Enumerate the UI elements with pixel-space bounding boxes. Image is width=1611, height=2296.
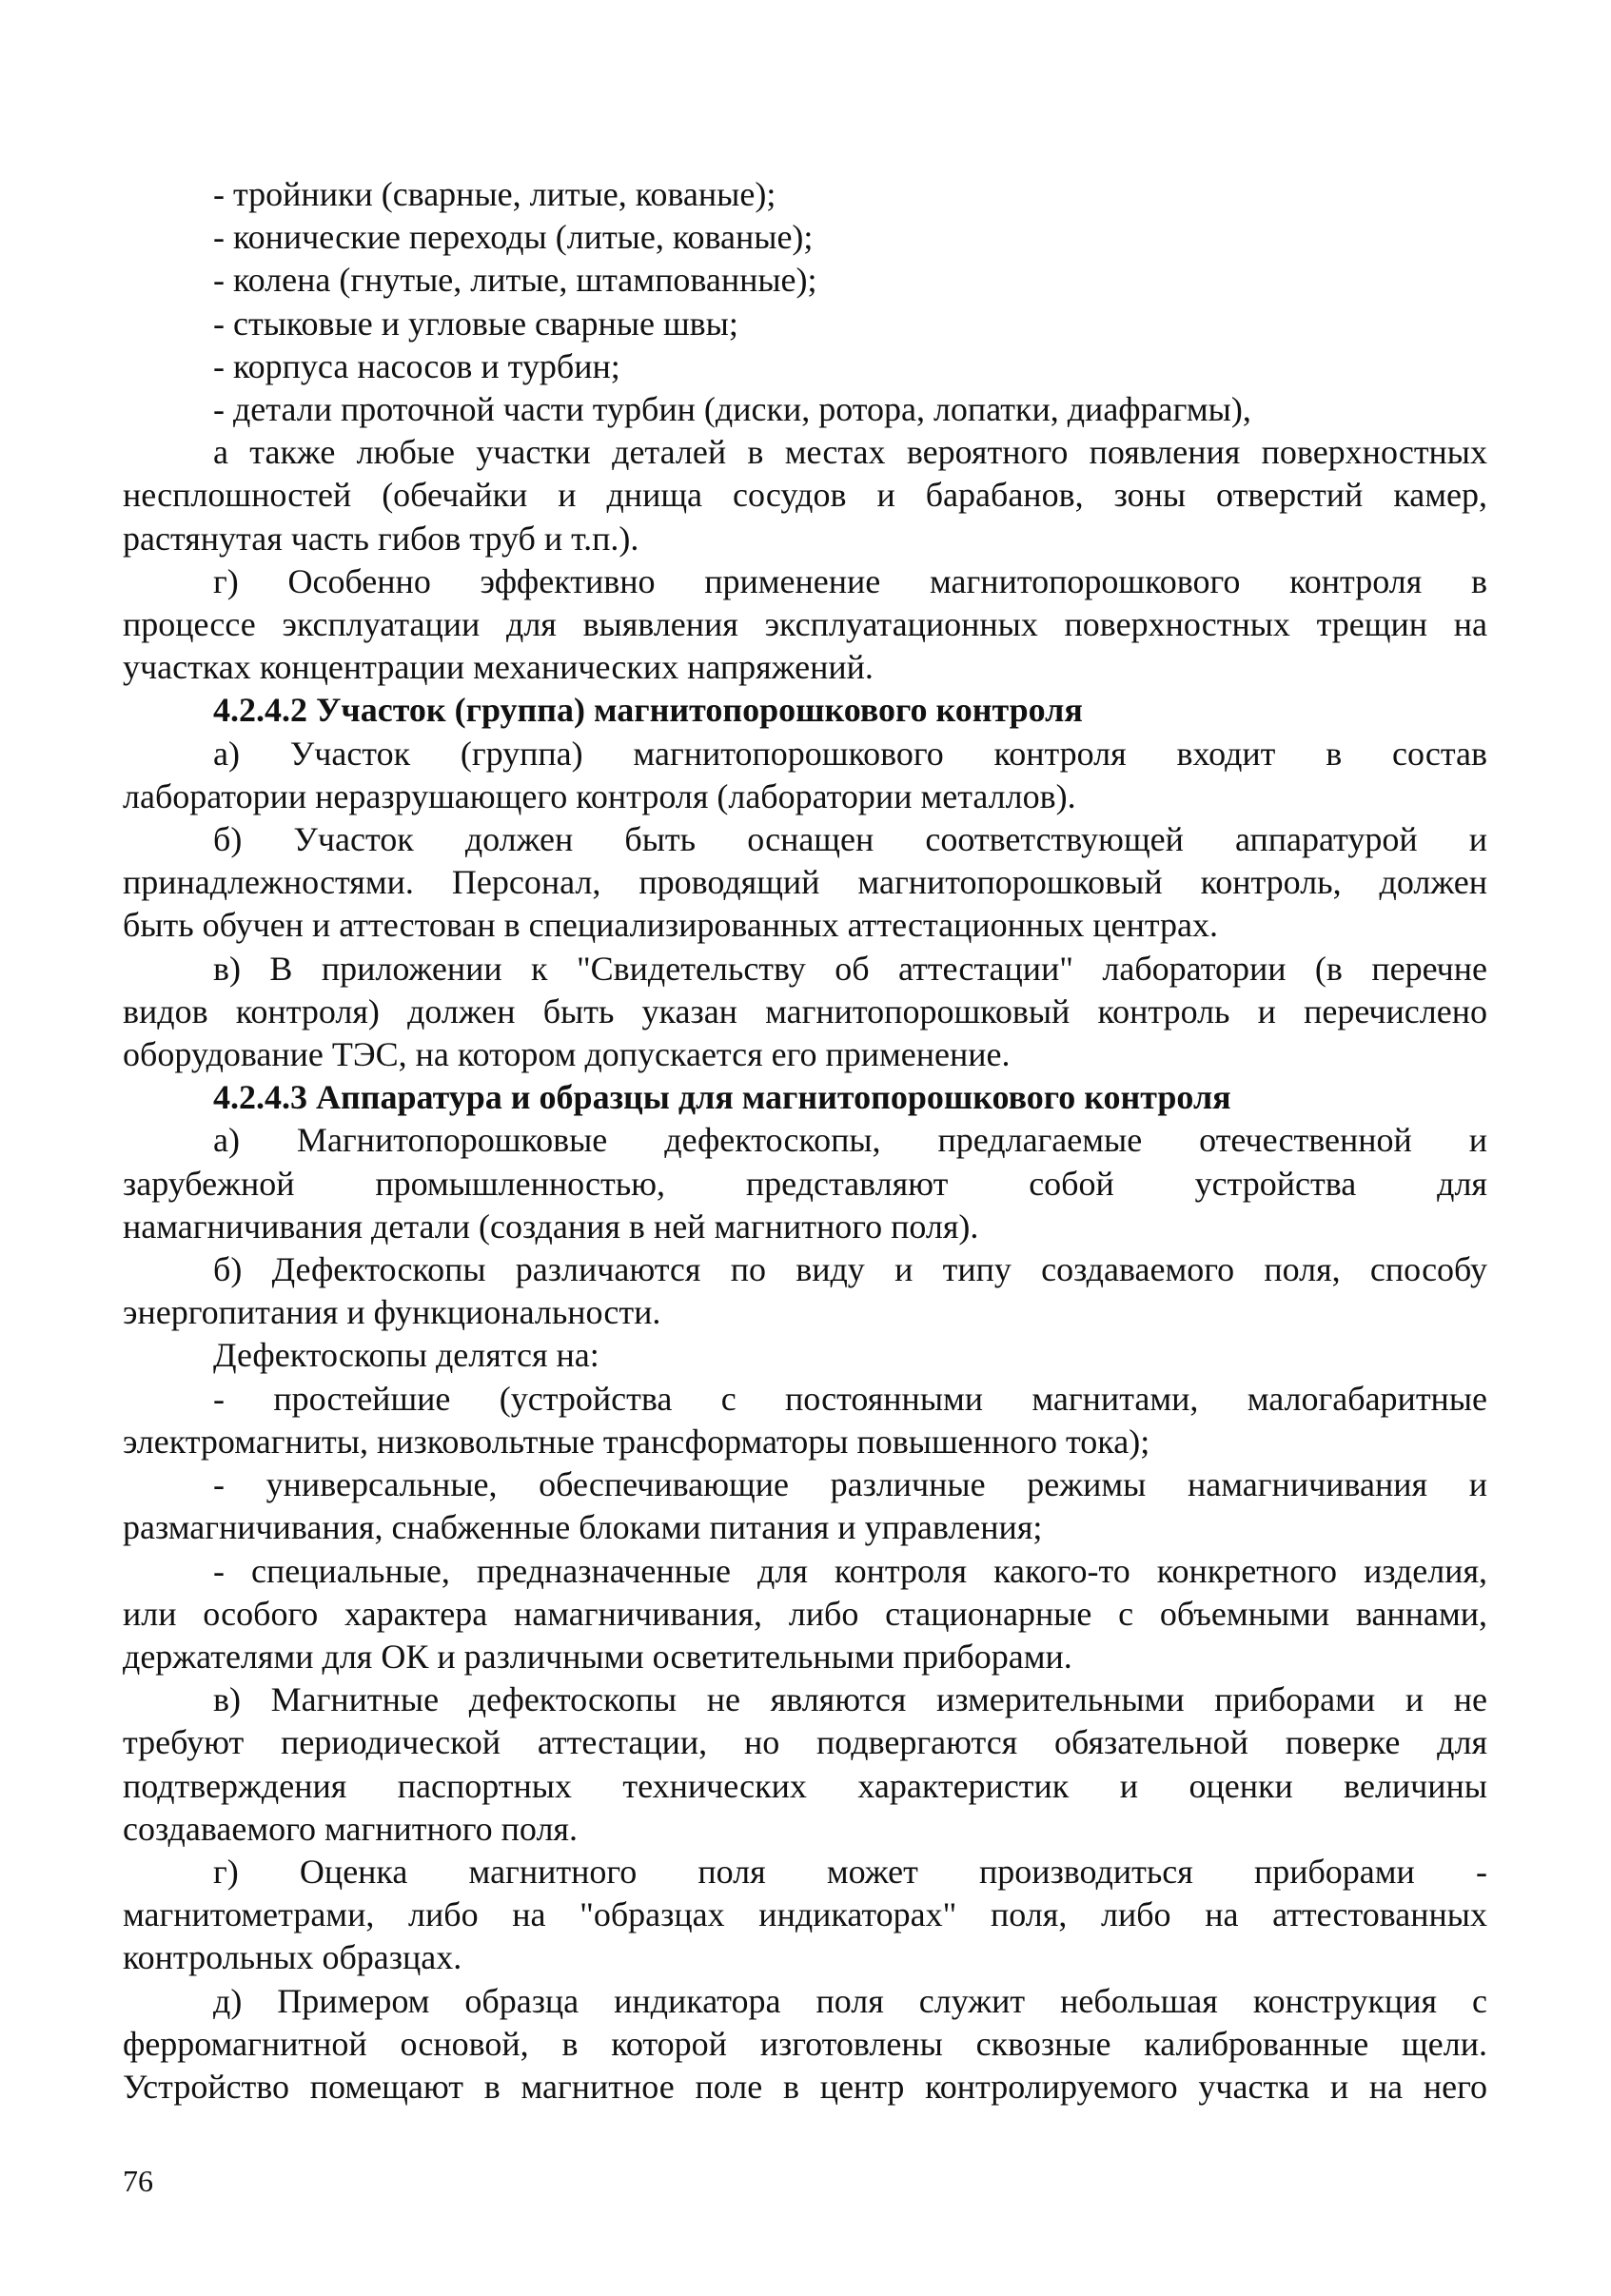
text-line: - детали проточной части турбин (диски, ротора, лопатки, диафрагмы), <box>213 390 1251 429</box>
text-line: д) Примером образца индикатора поля служит небольшая конструкция с <box>213 1981 1487 2020</box>
text-line: - колена (гнутые, литые, штампованные); <box>213 261 817 300</box>
text-line: - конические переходы (литые, кованые); <box>213 218 814 257</box>
text-line: - простейшие (устройства с постоянными магнитами, малогабаритные <box>213 1379 1487 1418</box>
text-line: Дефектоскопы делятся на: <box>213 1336 599 1375</box>
text-line: оборудование ТЭС, на котором допускается его применение. <box>123 1035 1011 1074</box>
text-line: лаборатории неразрушающего контроля (лаборатории металлов). <box>123 776 1076 815</box>
text-line: б) Участок должен быть оснащен соответствующей аппаратурой и <box>213 820 1487 859</box>
text-line: растянутая часть гибов труб и т.п.). <box>123 519 639 558</box>
page-number: 76 <box>123 2164 153 2198</box>
text-line: а) Магнитопорошковые дефектоскопы, предлагаемые отечественной и <box>213 1121 1487 1160</box>
text-line: видов контроля) должен быть указан магнитопорошковый контроль и перечислено <box>123 991 1487 1030</box>
text-line: в) В приложении к "Свидетельству об аттестации" лаборатории (в перечне <box>213 949 1487 988</box>
text-line: размагничивания, снабженные блоками питания и управления; <box>123 1508 1043 1547</box>
section-heading: 4.2.4.2 Участок (группа) магнитопорошкового контроля <box>213 691 1083 730</box>
text-line: а) Участок (группа) магнитопорошкового контроля входит в состав <box>213 734 1487 773</box>
text-line: или особого характера намагничивания, либо стационарные с объемными ваннами, <box>123 1594 1487 1633</box>
text-line: магнитометрами, либо на "образцах индикаторах" поля, либо на аттестованных <box>123 1895 1487 1934</box>
text-line: держателями для ОК и различными осветительными приборами. <box>123 1637 1072 1676</box>
text-line: участках концентрации механических напряжений. <box>123 648 874 687</box>
text-line: энергопитания и функциональности. <box>123 1293 661 1332</box>
text-line: контрольных образцах. <box>123 1938 462 1977</box>
text-line: намагничивания детали (создания в ней магнитного поля). <box>123 1207 979 1246</box>
text-line: подтверждения паспортных технических характеристик и оценки величины <box>123 1766 1487 1805</box>
text-line: несплошностей (обечайки и днища сосудов и барабанов, зоны отверстий камер, <box>123 476 1487 515</box>
text-line: - специальные, предназначенные для контроля какого-то конкретного изделия, <box>213 1551 1487 1590</box>
text-line: ферромагнитной основой, в которой изготовлены сквозные калиброванные щели. <box>123 2024 1487 2063</box>
document-body <box>123 173 1487 2109</box>
text-line: г) Особенно эффективно применение магнитопорошкового контроля в <box>213 561 1487 600</box>
text-line: принадлежностями. Персонал, проводящий магнитопорошковый контроль, должен <box>123 863 1487 902</box>
text-line: требуют периодической аттестации, но подвергаются обязательной поверке для <box>123 1723 1487 1762</box>
text-line: электромагниты, низковольтные трансформаторы повышенного тока); <box>123 1422 1150 1461</box>
text-line: быть обучен и аттестован в специализированных аттестационных центрах. <box>123 906 1219 945</box>
text-line: - универсальные, обеспечивающие различные режимы намагничивания и <box>213 1465 1487 1504</box>
text-line: в) Магнитные дефектоскопы не являются измерительными приборами и не <box>213 1680 1487 1719</box>
text-line: процессе эксплуатации для выявления эксплуатационных поверхностных трещин на <box>123 605 1487 644</box>
text-line: а также любые участки деталей в местах вероятного появления поверхностных <box>213 433 1487 472</box>
text-line: создаваемого магнитного поля. <box>123 1809 578 1848</box>
text-line: Устройство помещают в магнитное поле в центр контролируемого участка и на него <box>123 2067 1487 2106</box>
section-heading: 4.2.4.3 Аппаратура и образцы для магнитопорошкового контроля <box>213 1078 1231 1117</box>
text-line: г) Оценка магнитного поля может производиться приборами - <box>213 1852 1487 1891</box>
text-line: - стыковые и угловые сварные швы; <box>213 304 738 343</box>
text-line: - корпуса насосов и турбин; <box>213 346 620 385</box>
text-line: - тройники (сварные, литые, кованые); <box>213 175 776 213</box>
text-line: зарубежной промышленностью, представляют собой устройства для <box>123 1164 1487 1203</box>
text-line: б) Дефектоскопы различаются по виду и типу создаваемого поля, способу <box>213 1250 1487 1289</box>
